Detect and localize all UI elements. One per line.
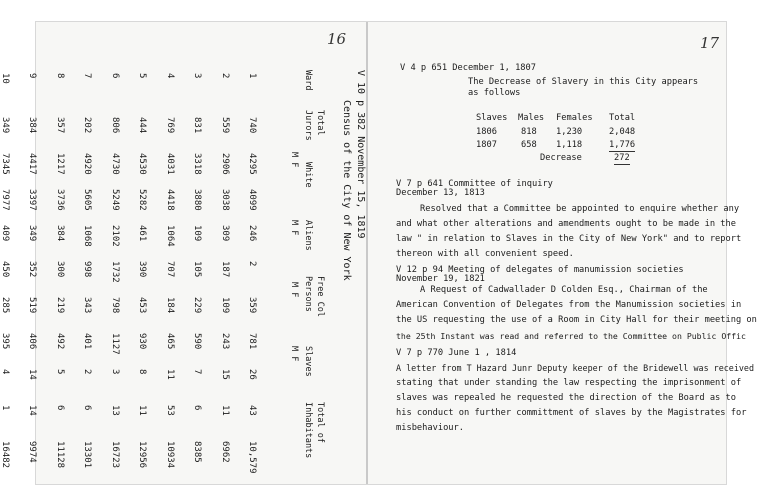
- census-row: [74, 70, 102, 477]
- census-value-cell: 15: [219, 369, 230, 380]
- census-value-cell: 300: [54, 261, 65, 278]
- census-value-cell: 806: [109, 117, 120, 134]
- census-value-cell: 4530: [137, 153, 148, 175]
- header-total-jurors: Total Jurors: [303, 110, 325, 141]
- census-ward-cell: 7: [82, 73, 93, 79]
- census-row: [156, 70, 184, 477]
- census-value-cell: 461: [137, 225, 148, 242]
- entry-3-ref: V 12 p 94 Meeting of delegates of manumission societies: [396, 265, 684, 275]
- census-value-cell: 352: [27, 261, 38, 278]
- census-ward-cell: 6: [109, 73, 120, 79]
- census-value-cell: 5282: [137, 189, 148, 211]
- census-value-cell: 4: [0, 369, 10, 375]
- entry-3-date: November 19, 1821: [396, 274, 485, 284]
- census-row: [0, 70, 19, 477]
- entry-4-line-5: misbehaviour.: [396, 423, 464, 433]
- census-value-cell: 1732: [109, 261, 120, 283]
- entry-1-line-2: as follows: [468, 88, 521, 98]
- header-white: White: [303, 162, 313, 188]
- header-total-inhabitants: Total of Inhabitants: [303, 402, 325, 459]
- census-value-cell: 2: [82, 369, 93, 375]
- census-value-cell: 1217: [54, 153, 65, 175]
- census-value-cell: 4730: [109, 153, 120, 175]
- census-row: [46, 70, 74, 477]
- census-value-cell: 7: [192, 369, 203, 375]
- census-value-cell: 4417: [27, 153, 38, 175]
- slavery-row-1-females: 1,230: [556, 127, 583, 137]
- census-value-cell: 450: [0, 261, 10, 278]
- census-value-cell: 1127: [109, 333, 120, 355]
- census-value-cell: 406: [27, 333, 38, 350]
- census-value-cell: 14: [27, 369, 38, 380]
- census-value-cell: 6: [54, 405, 65, 411]
- census-value-cell: 246: [247, 225, 258, 242]
- census-value-cell: 831: [192, 117, 203, 134]
- header-ward: Ward: [303, 70, 313, 91]
- entry-4-ref: V 7 p 770 June 1 , 1814: [396, 348, 517, 358]
- slavery-header-males: Males: [518, 113, 545, 123]
- census-value-cell: 444: [137, 117, 148, 134]
- census-ward-cell: 4: [164, 73, 175, 79]
- census-ward-cell: 2: [219, 73, 230, 79]
- census-value-cell: 349: [27, 225, 38, 242]
- census-value-cell: 229: [192, 297, 203, 314]
- census-value-cell: 11: [137, 405, 148, 416]
- census-value-cell: 8385: [192, 441, 203, 463]
- slavery-decrease-label: Decrease: [540, 153, 582, 163]
- census-value-cell: 3318: [192, 153, 203, 175]
- census-value-cell: 8: [137, 369, 148, 375]
- census-value-cell: 5: [54, 369, 65, 375]
- header-free-mf: M F: [289, 282, 299, 298]
- census-value-cell: 12956: [137, 441, 148, 469]
- slavery-header-total: Total: [609, 113, 636, 123]
- census-value-cell: 219: [54, 297, 65, 314]
- header-aliens: Aliens: [303, 220, 313, 251]
- entry-2-line-3: law " in relation to Slaves in the City of New York" and to report: [396, 234, 742, 244]
- census-value-cell: 105: [192, 261, 203, 278]
- census-row: [211, 70, 239, 477]
- census-value-cell: 3038: [219, 189, 230, 211]
- census-value-cell: 3880: [192, 189, 203, 211]
- header-white-mf: M F: [289, 152, 299, 168]
- census-value-cell: 343: [82, 297, 93, 314]
- census-value-cell: 359: [247, 297, 258, 314]
- entry-1-line-1: The Decrease of Slavery in this City appears: [468, 77, 699, 87]
- left-page-number: 16: [327, 30, 347, 48]
- census-value-cell: 492: [54, 333, 65, 350]
- entry-3-line-3: the US requesting the use of a Room in City Hall for their meeting on: [396, 315, 757, 325]
- census-value-cell: 998: [82, 261, 93, 278]
- census-rotated-content: [0, 70, 366, 490]
- census-value-cell: 5249: [109, 189, 120, 211]
- census-value-cell: 187: [219, 261, 230, 278]
- census-value-cell: 519: [27, 297, 38, 314]
- census-value-cell: 202: [82, 117, 93, 134]
- right-page-number: 17: [700, 34, 720, 52]
- entry-2-line-1: Resolved that a Committee be appointed to enquire whether any: [420, 204, 740, 214]
- census-value-cell: 2: [247, 261, 258, 267]
- header-free-persons: Free Col Persons: [303, 276, 325, 317]
- census-value-cell: 26: [247, 369, 258, 380]
- census-value-cell: 11: [164, 369, 175, 380]
- census-value-cell: 43: [247, 405, 258, 416]
- census-value-cell: 590: [192, 333, 203, 350]
- slavery-header-slaves: Slaves: [476, 113, 508, 123]
- census-value-cell: 13: [109, 405, 120, 416]
- census-value-cell: 10934: [164, 441, 175, 469]
- census-value-cell: 5605: [82, 189, 93, 211]
- entry-1-ref: V 4 p 651 December 1, 1807: [400, 63, 536, 73]
- entry-2-line-4: thereon with all convenient speed.: [396, 249, 574, 259]
- census-value-cell: 243: [219, 333, 230, 350]
- census-value-cell: 798: [109, 297, 120, 314]
- census-row: [239, 70, 267, 477]
- census-value-cell: 309: [219, 225, 230, 242]
- header-slaves: Slaves: [303, 346, 313, 377]
- header-slaves-mf: M F: [289, 346, 299, 362]
- census-ward-cell: 10: [0, 73, 10, 84]
- census-row: [19, 70, 47, 477]
- entry-4-line-4: his conduct on further committment of slaves by the Magistrates for: [396, 408, 747, 418]
- census-ward-cell: 1: [247, 73, 258, 79]
- census-value-cell: 4920: [82, 153, 93, 175]
- census-value-cell: 453: [137, 297, 148, 314]
- census-reference: V 10 p 382 November 15, 1819: [355, 70, 366, 239]
- slavery-row-2-year: 1807: [476, 140, 497, 150]
- census-value-cell: 3397: [27, 189, 38, 211]
- census-value-cell: 384: [54, 225, 65, 242]
- slavery-row-1-males: 818: [521, 127, 537, 137]
- entry-2-date: December 13, 1813: [396, 188, 485, 198]
- slavery-row-2-males: 658: [521, 140, 537, 150]
- census-value-cell: 4295: [247, 153, 258, 175]
- census-ward-cell: 3: [192, 73, 203, 79]
- census-value-cell: 401: [82, 333, 93, 350]
- census-value-cell: 285: [0, 297, 10, 314]
- census-title: Census of the City of New York: [341, 100, 352, 281]
- census-value-cell: 4418: [164, 189, 175, 211]
- header-aliens-mf: M F: [289, 220, 299, 236]
- entry-4-line-2: stating that under standing the law respecting the imprisonment of: [396, 378, 742, 388]
- census-value-cell: 357: [54, 117, 65, 134]
- census-value-cell: 930: [137, 333, 148, 350]
- slavery-header-females: Females: [556, 113, 593, 123]
- entry-3-line-4: the 25th Instant was read and referred to the Committee on Public Offic: [396, 331, 746, 341]
- census-value-cell: 769: [164, 117, 175, 134]
- census-ward-cell: 8: [54, 73, 65, 79]
- entry-2-ref: V 7 p 641 Committee of inquiry: [396, 179, 553, 189]
- census-value-cell: 9974: [27, 441, 38, 463]
- census-value-cell: 7977: [0, 189, 10, 211]
- entry-3-line-2: American Convention of Delegates from the Manumission societies in: [396, 300, 742, 310]
- census-value-cell: 6: [192, 405, 203, 411]
- census-value-cell: 395: [0, 333, 10, 350]
- entry-2-line-2: and what other alterations and amendments ought to be made in the: [396, 219, 736, 229]
- census-value-cell: 3: [109, 369, 120, 375]
- entry-3-line-1: A Request of Cadwallader D Colden Esq., Chairman of the: [420, 285, 708, 295]
- census-value-cell: 781: [247, 333, 258, 350]
- slavery-row-2-females: 1,118: [556, 140, 583, 150]
- census-row: [129, 70, 157, 477]
- slavery-row-2-total: 1,776: [609, 140, 636, 150]
- entry-4-line-3: slaves was repealed he requested the direction of the Board as to: [396, 393, 736, 403]
- slavery-row-1-total: 2,048: [609, 127, 636, 137]
- census-table: [0, 70, 266, 477]
- census-value-cell: 109: [192, 225, 203, 242]
- census-value-cell: 6962: [219, 441, 230, 463]
- census-value-cell: 4031: [164, 153, 175, 175]
- entry-4-line-1: A letter from T Hazard Junr Deputy keeper of the Bridewell was received: [396, 363, 754, 373]
- census-value-cell: 6: [82, 405, 93, 411]
- census-value-cell: 349: [0, 117, 10, 134]
- census-row: [184, 70, 212, 477]
- census-value-cell: 1064: [164, 225, 175, 247]
- census-value-cell: 2102: [109, 225, 120, 247]
- census-value-cell: 53: [164, 405, 175, 416]
- slavery-decrease-value: 272: [614, 153, 630, 163]
- census-value-cell: 707: [164, 261, 175, 278]
- census-value-cell: 109: [219, 297, 230, 314]
- census-value-cell: 3736: [54, 189, 65, 211]
- census-value-cell: 384: [27, 117, 38, 134]
- census-value-cell: 11128: [54, 441, 65, 469]
- census-value-cell: 4099: [247, 189, 258, 211]
- census-rotated-region: [0, 22, 367, 484]
- census-value-cell: 465: [164, 333, 175, 350]
- census-value-cell: 13301: [82, 441, 93, 469]
- census-value-cell: 16723: [109, 441, 120, 469]
- census-ward-cell: 9: [27, 73, 38, 79]
- census-value-cell: 409: [0, 225, 10, 242]
- census-value-cell: 16482: [0, 441, 10, 469]
- census-value-cell: 7345: [0, 153, 10, 175]
- census-value-cell: 2906: [219, 153, 230, 175]
- census-ward-cell: 5: [137, 73, 148, 79]
- census-value-cell: 11: [219, 405, 230, 416]
- census-value-cell: 10,579: [247, 441, 258, 474]
- slavery-row-1-year: 1806: [476, 127, 497, 137]
- census-value-cell: 740: [247, 117, 258, 134]
- census-value-cell: 14: [27, 405, 38, 416]
- census-value-cell: 1068: [82, 225, 93, 247]
- census-value-cell: 390: [137, 261, 148, 278]
- census-value-cell: 559: [219, 117, 230, 134]
- census-value-cell: 1: [0, 405, 10, 411]
- census-value-cell: 184: [164, 297, 175, 314]
- census-row: [101, 70, 129, 477]
